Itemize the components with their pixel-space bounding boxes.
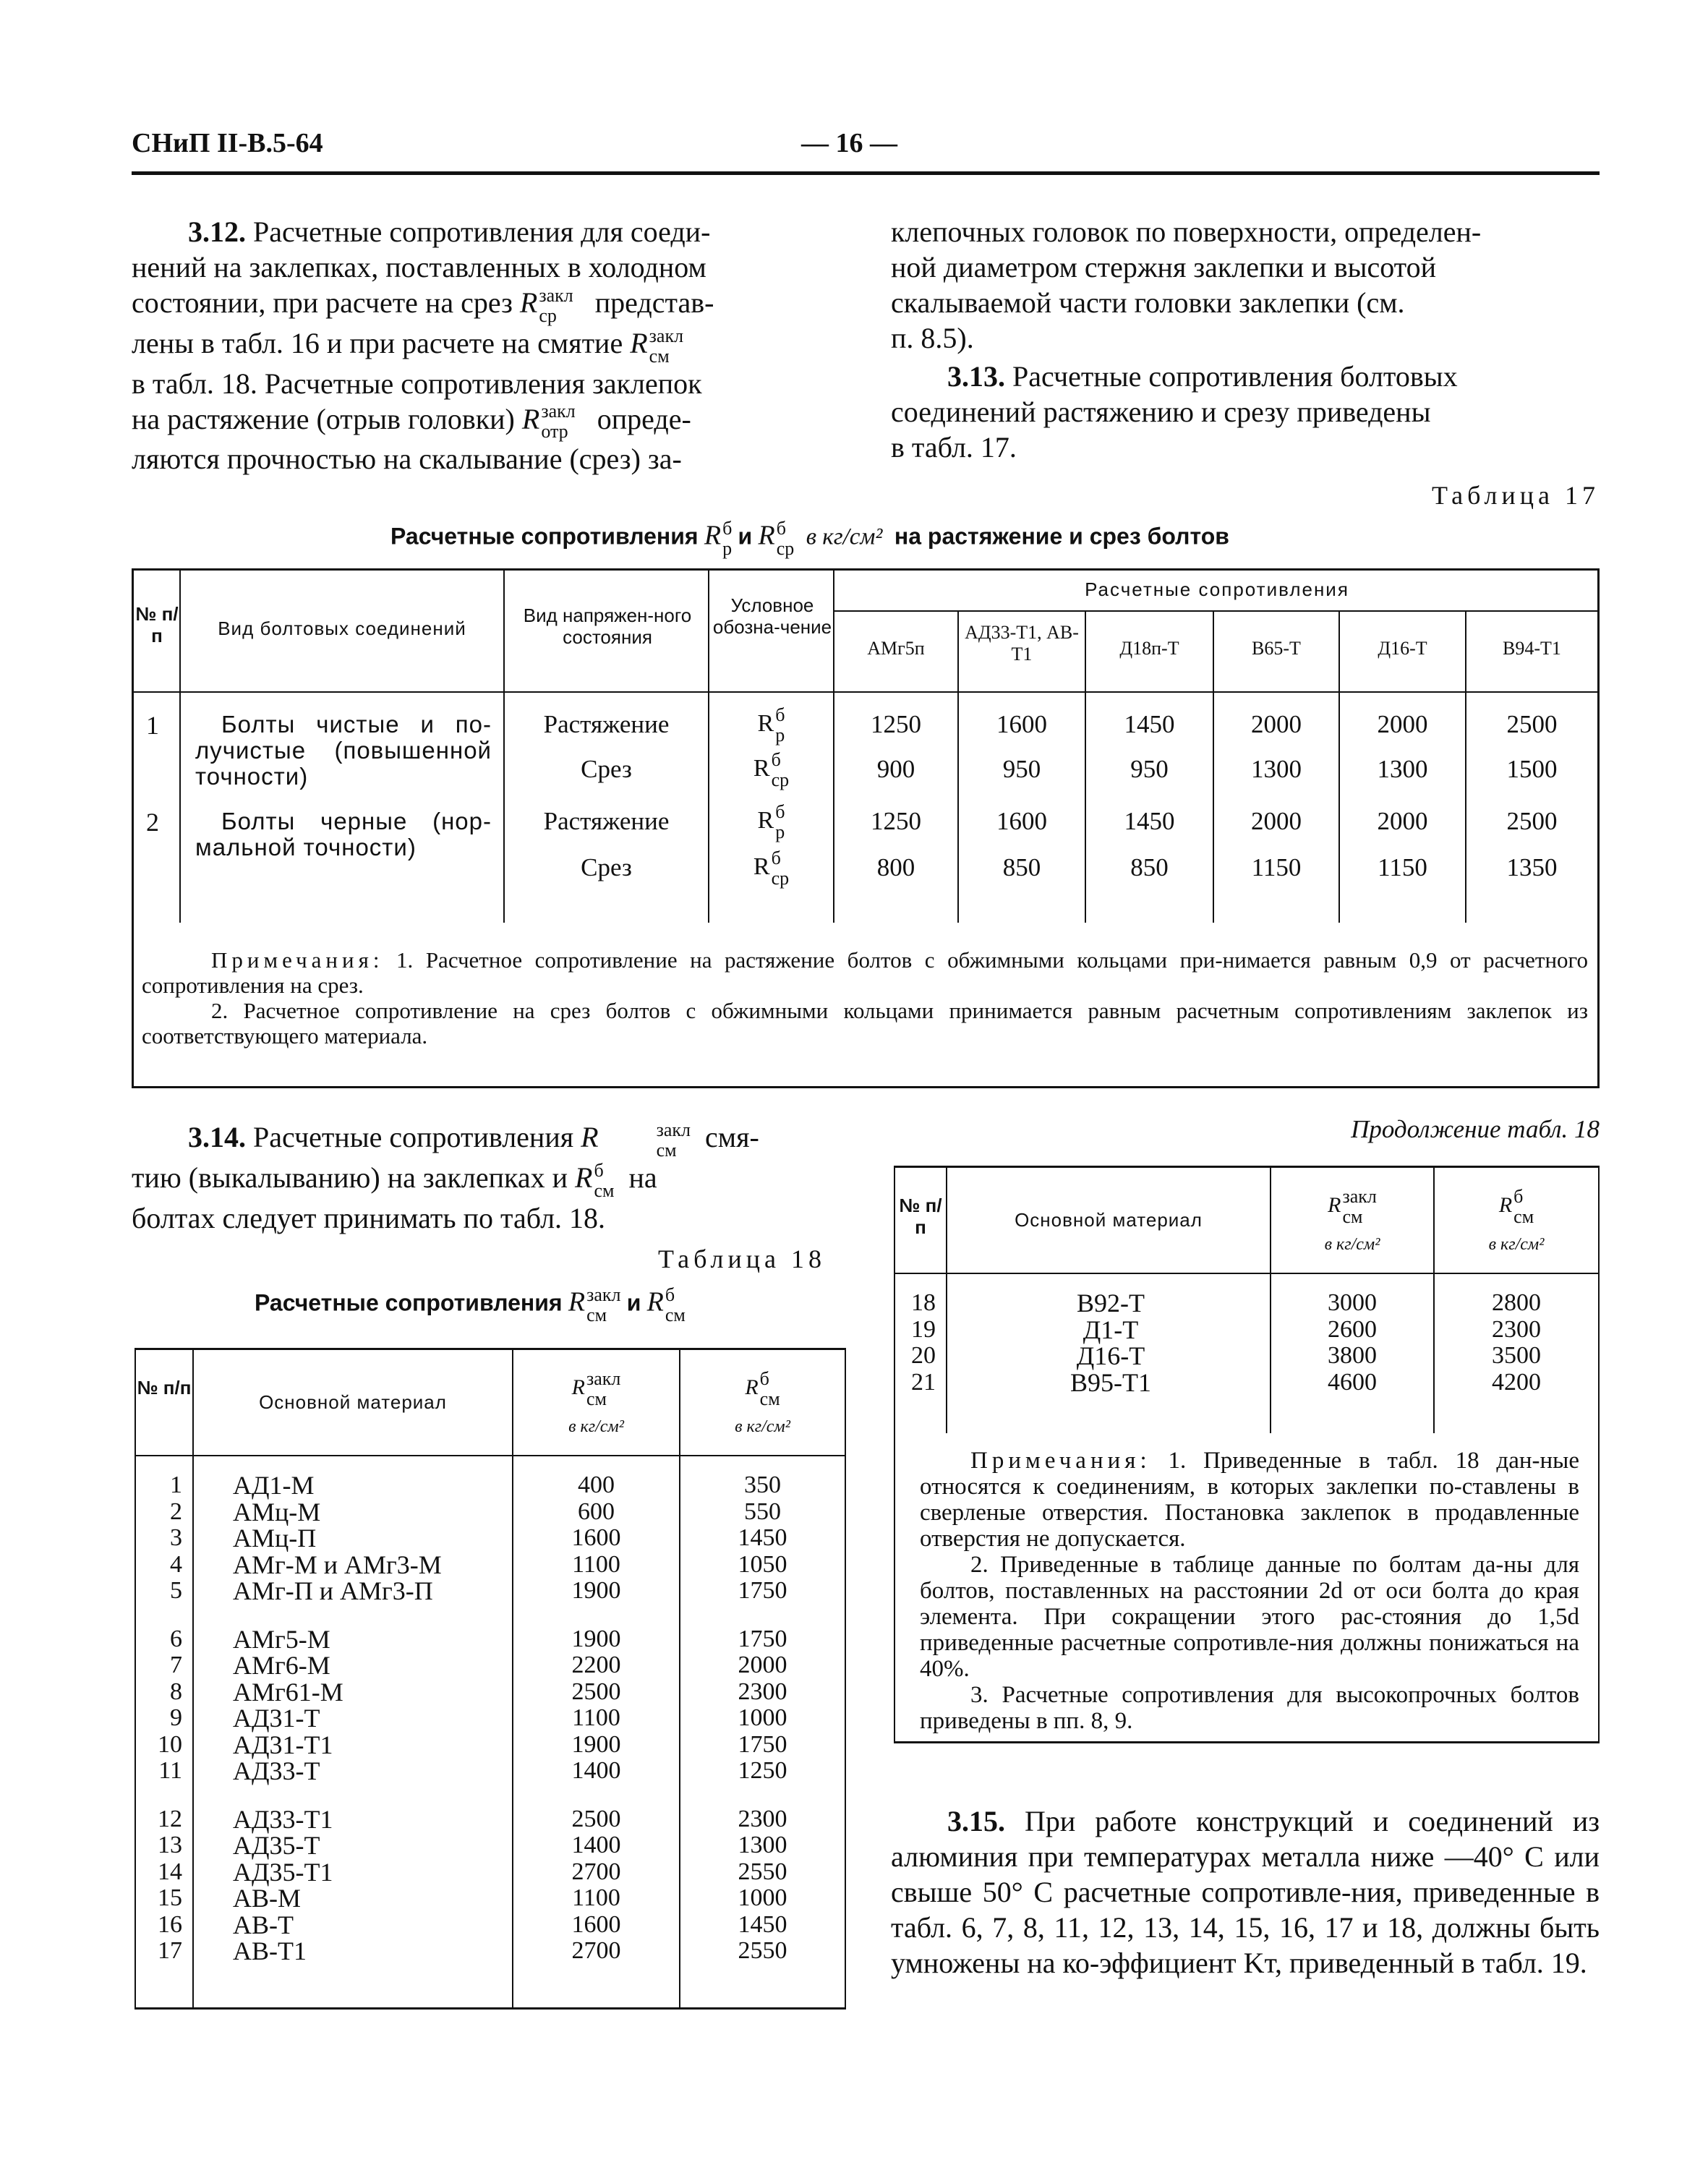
table-cell: 1250: [871, 710, 921, 738]
table-cell: 2500: [571, 1805, 621, 1832]
row-symbol: R б ср: [753, 847, 790, 889]
text-line: в табл. 18. Расчетные сопротивления заклепок: [132, 367, 702, 400]
row-symbol: R б р: [757, 704, 785, 746]
text-line: соединений растяжению и срезу приведены: [891, 396, 1431, 428]
col-header-no: № п/п: [137, 1377, 192, 1398]
table-18-label: Таблица 18: [658, 1244, 826, 1273]
note-text: 2. Расчетное сопротивление на срез болтов с обжимными кольцами принимается равным расчетным сопротивлениям заклепок из соответствующего материала.: [142, 998, 1588, 1049]
table-cell: 1150: [1378, 853, 1427, 881]
table-cell: 2000: [1377, 807, 1428, 835]
table-cell: 400: [578, 1472, 615, 1498]
table-cell: 19: [911, 1315, 936, 1343]
table-cell: 1250: [871, 807, 921, 835]
col-header-group: Расчетные сопротивления: [1085, 578, 1349, 600]
table-cell: 2550: [738, 1937, 787, 1964]
table-cell: 2300: [738, 1678, 787, 1705]
table-cell: 1750: [738, 1730, 787, 1758]
table-cell: 5: [170, 1577, 182, 1604]
table-cell: Д1-Т: [1083, 1315, 1139, 1344]
text-line: Расчетные сопротивления болтовых: [1012, 360, 1458, 393]
table-cell: 1150: [1251, 853, 1302, 881]
text-line: Расчетные сопротивления для соеди-: [253, 215, 711, 248]
table-cell: 4600: [1328, 1368, 1377, 1396]
col-header-units: в кг/см²: [568, 1417, 624, 1436]
col-header-r-b: R б см: [745, 1368, 780, 1409]
table-cell: 1600: [571, 1910, 621, 1938]
table-17-label: Таблица 17: [1432, 481, 1600, 510]
symbol-index: закл отр: [541, 401, 576, 443]
doc-code: СНиП II-В.5-64: [132, 128, 323, 158]
table-cell: АМг-М и АМг3-М: [233, 1550, 442, 1579]
paragraph-right-top: [891, 214, 1600, 465]
table-cell: АМг6-М: [233, 1651, 330, 1680]
row-kind: Болты черные (нор-мальной точности): [195, 808, 492, 860]
header-rule: [132, 171, 1600, 175]
table-cell: 3000: [1328, 1289, 1377, 1316]
table-cell: АД31-Т: [233, 1704, 320, 1733]
col-header-r-b: R б см: [1498, 1186, 1534, 1227]
table-cell: 1000: [738, 1704, 787, 1731]
table-cell: 10: [158, 1730, 182, 1758]
table-cell: 800: [876, 853, 915, 881]
table-cell: 2200: [571, 1652, 621, 1678]
table-cell: 1100: [572, 1550, 620, 1578]
note-text: 1. Приведенные в табл. 18 дан-ные относятся к соединениям, в которых заклепки по-ставлены в сверленые отверстия. Постановка заклепок в продавленные отверстия не допускается.: [920, 1448, 1579, 1552]
table-cell: АД35-Т1: [233, 1857, 333, 1887]
table-cell: 1250: [738, 1757, 787, 1784]
table-cell: 8: [170, 1678, 182, 1705]
table-cell: 1300: [738, 1832, 787, 1858]
note-text: 2. Приведенные в таблице данные по болтам да-ны для болтов, поставленных на расстоянии 2d от оси болта до края элемента. При сокращении этого рас-стояния до 1,5d приведенные расчетные сопротивле-ния должны понижаться на 40%.: [920, 1552, 1579, 1682]
col-header-material: В65-Т: [1252, 638, 1301, 659]
table-cell: 1400: [571, 1832, 621, 1858]
table-cell: 1900: [571, 1625, 621, 1652]
table-cell: 1450: [1124, 807, 1175, 835]
table-cell: 550: [744, 1498, 781, 1525]
table-cell: АД35-Т: [233, 1831, 320, 1860]
table-cell: 2000: [1377, 710, 1428, 738]
table-cell: 1900: [571, 1730, 621, 1758]
table-cell: АМг5-М: [233, 1624, 330, 1654]
symbol-index: закл ср: [539, 284, 573, 326]
col-header-r-zakl: R закл см: [571, 1368, 621, 1409]
table-cell: АД33-Т: [233, 1756, 320, 1785]
para-number: 3.13.: [947, 360, 1005, 393]
paragraph-text: При работе конструкций и соединений из алюминия при температурах металла ниже —40° С или свыше 50° С расчетные сопротивле-ния, приведенные в табл. 6, 7, 8, 11, 12, 13, 14, 15, 16, 17 и 18, должны быть умножены на ко-эффициент Kт, приведенный в табл. 19.: [891, 1805, 1600, 1979]
row-stress: Растяжение: [543, 710, 670, 738]
note-text: 1. Расчетное сопротивление на растяжение болтов с обжимными кольцами при-нимается равным 0,9 от расчетного сопротивления на срез.: [142, 947, 1589, 998]
table-cell: 1400: [571, 1757, 621, 1784]
table-cell: 600: [578, 1498, 615, 1525]
table-cell: 1300: [1251, 755, 1302, 783]
table-cell: 2000: [738, 1652, 787, 1678]
table-cell: 3800: [1328, 1342, 1377, 1369]
table-cell: 7: [170, 1652, 182, 1678]
table-18-continued: [894, 1166, 1600, 1748]
para-number: 3.14.: [188, 1121, 246, 1153]
table-cell: 6: [170, 1625, 182, 1652]
page-number: — 16 —: [801, 128, 897, 158]
col-header-symbol: Условное обозна-чение: [712, 594, 832, 638]
col-header-units: в кг/см²: [1488, 1235, 1545, 1254]
table-cell: 1600: [996, 710, 1047, 738]
symbol-R: R: [630, 326, 648, 359]
table-cell: АВ-Т: [233, 1910, 294, 1939]
table-cell: 850: [1002, 853, 1041, 881]
paragraph-3-12: [132, 214, 837, 477]
text-line: клепочных головок по поверхности, определен-: [891, 215, 1482, 248]
table-cell: 2700: [571, 1937, 621, 1964]
table-18-caption: Расчетные сопротивления R закл см и R б см: [255, 1284, 686, 1325]
col-header-material: АМг5п: [867, 638, 925, 659]
row-kind: Болты чистые и по-лучистые (повышенной точности): [195, 711, 492, 790]
table-17-notes: [142, 947, 1588, 1049]
symbol-index: закл см: [649, 325, 684, 367]
table-cell: 1450: [738, 1910, 787, 1938]
table-cell: В92-Т: [1077, 1289, 1145, 1318]
table-cell: 850: [1130, 853, 1169, 881]
table-cell: 20: [911, 1342, 936, 1369]
table-cell: 1500: [1506, 755, 1558, 783]
table-cell: АМц-П: [233, 1524, 317, 1553]
table-cell: 2000: [1251, 710, 1302, 738]
text-line: скалываемой части головки заклепки (см.: [891, 286, 1405, 319]
table-18-continued-label: Продолжение табл. 18: [1351, 1115, 1600, 1143]
table-cell: 1: [170, 1472, 182, 1498]
col-header-material: Основной материал: [1015, 1209, 1203, 1231]
text-line: в табл. 17.: [891, 431, 1017, 464]
table-cell: АМг61-М: [233, 1677, 343, 1707]
table-cell: 1100: [572, 1704, 620, 1731]
table-17: [132, 568, 1600, 1089]
symbol-R: R: [521, 402, 540, 435]
table-cell: 2500: [1506, 710, 1558, 738]
table-cell: 2700: [571, 1858, 621, 1885]
text-line: представ-: [594, 286, 714, 319]
col-header-material: В94-Т1: [1503, 638, 1561, 659]
table-cell: 12: [158, 1805, 182, 1832]
col-header-stress: Вид напряжен-ного состояния: [523, 605, 692, 648]
row-stress: Растяжение: [543, 807, 670, 835]
paragraph-3-14: 3.14. Расчетные сопротивления R закл см смя- тию (выкалыванию) на заклепках и R б см на болтах следует принимать по табл. 18.: [132, 1119, 759, 1234]
col-header-units: в кг/см²: [735, 1417, 790, 1436]
table-cell: 3: [170, 1524, 182, 1551]
text-line: состоянии, при расчете на срез: [132, 286, 513, 319]
col-header-material: Д18п-Т: [1119, 638, 1179, 659]
table-cell: 1000: [738, 1884, 787, 1911]
table-cell: 1600: [996, 807, 1047, 835]
row-symbol: R б р: [757, 801, 785, 842]
table-cell: 2000: [1251, 807, 1302, 835]
col-header-no: № п/п: [135, 603, 179, 646]
table-cell: 1450: [738, 1524, 787, 1551]
col-header-r-zakl: R закл см: [1328, 1186, 1377, 1227]
table-cell: 350: [744, 1472, 781, 1498]
table-cell: 3500: [1492, 1342, 1541, 1369]
table-cell: 4200: [1492, 1368, 1541, 1396]
table-cell: 950: [1130, 755, 1169, 783]
table-cell: 1750: [738, 1577, 787, 1604]
table-cell: 1450: [1124, 710, 1175, 738]
text-line: ляются прочностью на скалывание (срез) за-: [132, 443, 682, 476]
table-cell: 13: [158, 1832, 182, 1858]
table-cell: АМг-П и АМг3-П: [233, 1576, 433, 1605]
row-symbol: R б ср: [753, 749, 790, 790]
col-header-units: в кг/см²: [1324, 1235, 1380, 1254]
col-header-material: Основной материал: [259, 1391, 447, 1413]
table-cell: 2600: [1328, 1315, 1377, 1343]
table-cell: 15: [158, 1884, 182, 1911]
table-cell: 900: [876, 755, 915, 783]
table-cell: 1350: [1506, 853, 1558, 881]
text-line: лены в табл. 16 и при расчете на смятие: [132, 326, 623, 359]
col-header-kind: Вид болтовых соединений: [218, 618, 466, 639]
table-cell: 1050: [738, 1550, 787, 1578]
table-cell: 18: [911, 1289, 936, 1316]
table-cell: 950: [1002, 755, 1041, 783]
table-cell: 21: [911, 1368, 936, 1396]
col-header-no: № п/п: [899, 1195, 942, 1238]
table-cell: 1100: [572, 1884, 620, 1911]
row-stress: Срез: [581, 755, 632, 783]
table-cell: 2550: [738, 1858, 787, 1885]
col-header-material: АД33-Т1, АВ-Т1: [965, 622, 1079, 665]
note-text: 3. Расчетные сопротивления для высокопрочных болтов приведены в пп. 8, 9.: [920, 1682, 1579, 1734]
table-cell: 2300: [738, 1805, 787, 1832]
table-cell: 11: [158, 1757, 182, 1784]
notes-label: Примечания:: [970, 1448, 1151, 1474]
table-cell: 1750: [738, 1625, 787, 1652]
table-cell: Д16-Т: [1076, 1341, 1145, 1370]
table-cell: 2500: [1506, 807, 1558, 835]
symbol-R: R: [519, 286, 538, 319]
text-line: п. 8.5).: [891, 322, 974, 354]
paragraph-3-15: [891, 1803, 1600, 1981]
table-cell: АВ-Т1: [233, 1936, 307, 1965]
para-number: 3.12.: [188, 215, 246, 248]
para-number: 3.15.: [947, 1805, 1005, 1837]
table-cell: 1900: [571, 1577, 621, 1604]
table-cell: АД1-М: [233, 1471, 315, 1500]
table-cell: 17: [158, 1937, 182, 1964]
table-17-caption: Расчетные сопротивления R б р и R б ср в кг/см² на растяжение и срез болтов: [390, 518, 1229, 559]
table-cell: 2300: [1492, 1315, 1541, 1343]
table-cell: АМц-М: [233, 1497, 321, 1526]
text-line: на растяжение (отрыв головки): [132, 402, 515, 435]
table-cell: 2800: [1492, 1289, 1541, 1316]
table-cell: В95-Т1: [1070, 1367, 1151, 1397]
text-line: нений на заклепках, поставленных в холодном: [132, 251, 706, 283]
table-cell: 14: [158, 1858, 182, 1885]
notes-label: Примечания:: [211, 947, 384, 973]
table-cell: 1300: [1377, 755, 1428, 783]
col-header-material: Д16-Т: [1378, 638, 1427, 659]
text-line: ной диаметром стержня заклепки и высотой: [891, 251, 1437, 283]
row-number: 2: [146, 808, 159, 837]
table-18-notes: [920, 1448, 1579, 1734]
table-cell: АД31-Т1: [233, 1730, 333, 1759]
row-stress: Срез: [581, 853, 632, 881]
table-cell: АВ-М: [233, 1884, 302, 1913]
row-number: 1: [146, 711, 159, 740]
table-cell: АД33-Т1: [233, 1804, 333, 1834]
table-cell: 16: [158, 1910, 182, 1938]
table-cell: 2: [170, 1498, 182, 1525]
table-cell: 1600: [571, 1524, 621, 1551]
text-line: опреде-: [597, 402, 691, 435]
table-cell: 4: [170, 1550, 182, 1578]
table-cell: 2500: [571, 1678, 621, 1705]
table-cell: 9: [170, 1704, 182, 1731]
table-18: [134, 1348, 846, 2013]
